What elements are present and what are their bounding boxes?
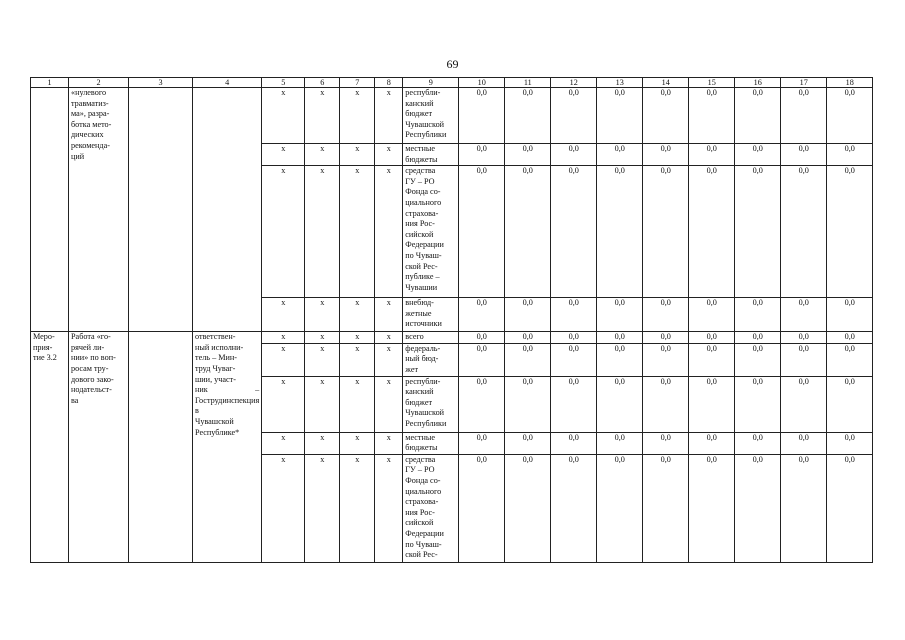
x-mark: x	[305, 454, 340, 562]
funding-source: федераль- ный бюд- жет	[403, 343, 459, 376]
x-mark: x	[305, 432, 340, 454]
x-mark: x	[375, 332, 403, 344]
x-mark: x	[340, 332, 375, 344]
header-cell: 10	[459, 78, 505, 88]
value-cell: 0,0	[505, 298, 551, 332]
value-cell: 0,0	[551, 144, 597, 166]
x-mark: x	[262, 343, 305, 376]
value-cell: 0,0	[459, 376, 505, 432]
value-cell: 0,0	[459, 88, 505, 144]
value-cell: 0,0	[689, 144, 735, 166]
value-cell: 0,0	[689, 88, 735, 144]
value-cell: 0,0	[689, 376, 735, 432]
value-cell: 0,0	[827, 88, 873, 144]
table-row	[31, 88, 873, 144]
value-cell: 0,0	[643, 332, 689, 344]
value-cell: 0,0	[781, 343, 827, 376]
x-mark: x	[340, 298, 375, 332]
header-cell: 1	[31, 78, 69, 88]
funding-source: средства ГУ – РО Фонда со- циального страхова- ния Рос- сийской Федерации по Чуваш- ской Рес-	[403, 454, 459, 562]
program-table	[30, 77, 873, 563]
block1-col1	[31, 88, 69, 332]
value-cell: 0,0	[643, 432, 689, 454]
value-cell: 0,0	[643, 298, 689, 332]
x-mark: x	[375, 343, 403, 376]
header-cell: 11	[505, 78, 551, 88]
value-cell: 0,0	[551, 88, 597, 144]
value-cell: 0,0	[551, 343, 597, 376]
funding-source: внебюд- жетные источники	[403, 298, 459, 332]
value-cell: 0,0	[643, 88, 689, 144]
block2-col3	[129, 332, 193, 563]
value-cell: 0,0	[781, 144, 827, 166]
header-cell: 18	[827, 78, 873, 88]
header-cell: 9	[403, 78, 459, 88]
value-cell: 0,0	[459, 332, 505, 344]
x-mark: x	[340, 376, 375, 432]
value-cell: 0,0	[459, 454, 505, 562]
value-cell: 0,0	[597, 166, 643, 298]
value-cell: 0,0	[643, 144, 689, 166]
x-mark: x	[262, 332, 305, 344]
value-cell: 0,0	[459, 166, 505, 298]
x-mark: x	[305, 88, 340, 144]
value-cell: 0,0	[597, 88, 643, 144]
x-mark: x	[375, 376, 403, 432]
value-cell: 0,0	[735, 298, 781, 332]
x-mark: x	[262, 454, 305, 562]
value-cell: 0,0	[735, 376, 781, 432]
value-cell: 0,0	[735, 166, 781, 298]
value-cell: 0,0	[827, 166, 873, 298]
x-mark: x	[340, 88, 375, 144]
value-cell: 0,0	[551, 432, 597, 454]
value-cell: 0,0	[505, 88, 551, 144]
value-cell: 0,0	[827, 343, 873, 376]
value-cell: 0,0	[459, 432, 505, 454]
x-mark: x	[375, 88, 403, 144]
x-mark: x	[375, 454, 403, 562]
value-cell: 0,0	[781, 298, 827, 332]
value-cell: 0,0	[505, 332, 551, 344]
value-cell: 0,0	[781, 166, 827, 298]
header-cell: 4	[193, 78, 262, 88]
value-cell: 0,0	[505, 432, 551, 454]
value-cell: 0,0	[597, 376, 643, 432]
value-cell: 0,0	[689, 298, 735, 332]
funding-source: местные бюджеты	[403, 144, 459, 166]
value-cell: 0,0	[735, 454, 781, 562]
value-cell: 0,0	[735, 332, 781, 344]
x-mark: x	[262, 376, 305, 432]
value-cell: 0,0	[551, 166, 597, 298]
x-mark: x	[262, 144, 305, 166]
value-cell: 0,0	[597, 343, 643, 376]
block1-col2: «нулевого травматиз- ма», разра- ботка мето- дических рекоменда- ций	[69, 88, 129, 332]
value-cell: 0,0	[689, 454, 735, 562]
header-cell: 7	[340, 78, 375, 88]
header-cell: 14	[643, 78, 689, 88]
value-cell: 0,0	[459, 144, 505, 166]
x-mark: x	[305, 332, 340, 344]
x-mark: x	[340, 166, 375, 298]
value-cell: 0,0	[643, 166, 689, 298]
x-mark: x	[375, 432, 403, 454]
funding-source: всего	[403, 332, 459, 344]
x-mark: x	[340, 144, 375, 166]
value-cell: 0,0	[827, 432, 873, 454]
funding-source: местные бюджеты	[403, 432, 459, 454]
value-cell: 0,0	[597, 144, 643, 166]
x-mark: x	[340, 343, 375, 376]
value-cell: 0,0	[551, 298, 597, 332]
funding-source: республи- канский бюджет Чувашской Республики	[403, 88, 459, 144]
block1-col3	[129, 88, 193, 332]
header-cell: 6	[305, 78, 340, 88]
x-mark: x	[262, 88, 305, 144]
block2-col4: ответствен- ный исполни- тель – Мин- труд Чуваг- шии, участ- ник – Гострудинспекция в Чувашской Республике*	[193, 332, 262, 563]
block2-col1: Меро- прия- тие 3.2	[31, 332, 69, 563]
page-number: 69	[446, 57, 459, 71]
value-cell: 0,0	[643, 376, 689, 432]
value-cell: 0,0	[597, 432, 643, 454]
x-mark: x	[262, 432, 305, 454]
header-cell: 5	[262, 78, 305, 88]
x-mark: x	[340, 454, 375, 562]
value-cell: 0,0	[643, 343, 689, 376]
value-cell: 0,0	[827, 454, 873, 562]
value-cell: 0,0	[689, 343, 735, 376]
value-cell: 0,0	[781, 432, 827, 454]
value-cell: 0,0	[505, 376, 551, 432]
value-cell: 0,0	[735, 144, 781, 166]
value-cell: 0,0	[689, 166, 735, 298]
value-cell: 0,0	[735, 343, 781, 376]
value-cell: 0,0	[781, 454, 827, 562]
value-cell: 0,0	[505, 343, 551, 376]
value-cell: 0,0	[735, 88, 781, 144]
value-cell: 0,0	[459, 343, 505, 376]
x-mark: x	[305, 343, 340, 376]
x-mark: x	[340, 432, 375, 454]
header-row	[31, 78, 873, 88]
block1-col4	[193, 88, 262, 332]
value-cell: 0,0	[551, 332, 597, 344]
block2-col2: Работа «го- рячей ли- нии» по воп- росам тру- дового зако- нодательст- ва	[69, 332, 129, 563]
value-cell: 0,0	[597, 332, 643, 344]
header-cell: 16	[735, 78, 781, 88]
header-cell: 15	[689, 78, 735, 88]
x-mark: x	[375, 298, 403, 332]
value-cell: 0,0	[505, 454, 551, 562]
value-cell: 0,0	[597, 454, 643, 562]
value-cell: 0,0	[551, 376, 597, 432]
x-mark: x	[305, 166, 340, 298]
funding-source: средства ГУ – РО Фонда со- циального страхова- ния Рос- сийской Федерации по Чуваш- ской Рес- публике – Чувашии	[403, 166, 459, 298]
x-mark: x	[305, 144, 340, 166]
value-cell: 0,0	[597, 298, 643, 332]
header-cell: 8	[375, 78, 403, 88]
value-cell: 0,0	[827, 376, 873, 432]
value-cell: 0,0	[505, 166, 551, 298]
header-cell: 12	[551, 78, 597, 88]
value-cell: 0,0	[735, 432, 781, 454]
x-mark: x	[305, 298, 340, 332]
value-cell: 0,0	[827, 332, 873, 344]
value-cell: 0,0	[827, 298, 873, 332]
value-cell: 0,0	[689, 332, 735, 344]
header-cell: 13	[597, 78, 643, 88]
funding-source: республи- канский бюджет Чувашской Республики	[403, 376, 459, 432]
header-cell: 3	[129, 78, 193, 88]
x-mark: x	[262, 298, 305, 332]
value-cell: 0,0	[643, 454, 689, 562]
x-mark: x	[375, 144, 403, 166]
value-cell: 0,0	[459, 298, 505, 332]
x-mark: x	[375, 166, 403, 298]
header-cell: 17	[781, 78, 827, 88]
x-mark: x	[262, 166, 305, 298]
x-mark: x	[305, 376, 340, 432]
header-cell: 2	[69, 78, 129, 88]
value-cell: 0,0	[551, 454, 597, 562]
value-cell: 0,0	[827, 144, 873, 166]
value-cell: 0,0	[781, 88, 827, 144]
value-cell: 0,0	[781, 332, 827, 344]
table-row	[31, 332, 873, 344]
value-cell: 0,0	[689, 432, 735, 454]
value-cell: 0,0	[781, 376, 827, 432]
value-cell: 0,0	[505, 144, 551, 166]
